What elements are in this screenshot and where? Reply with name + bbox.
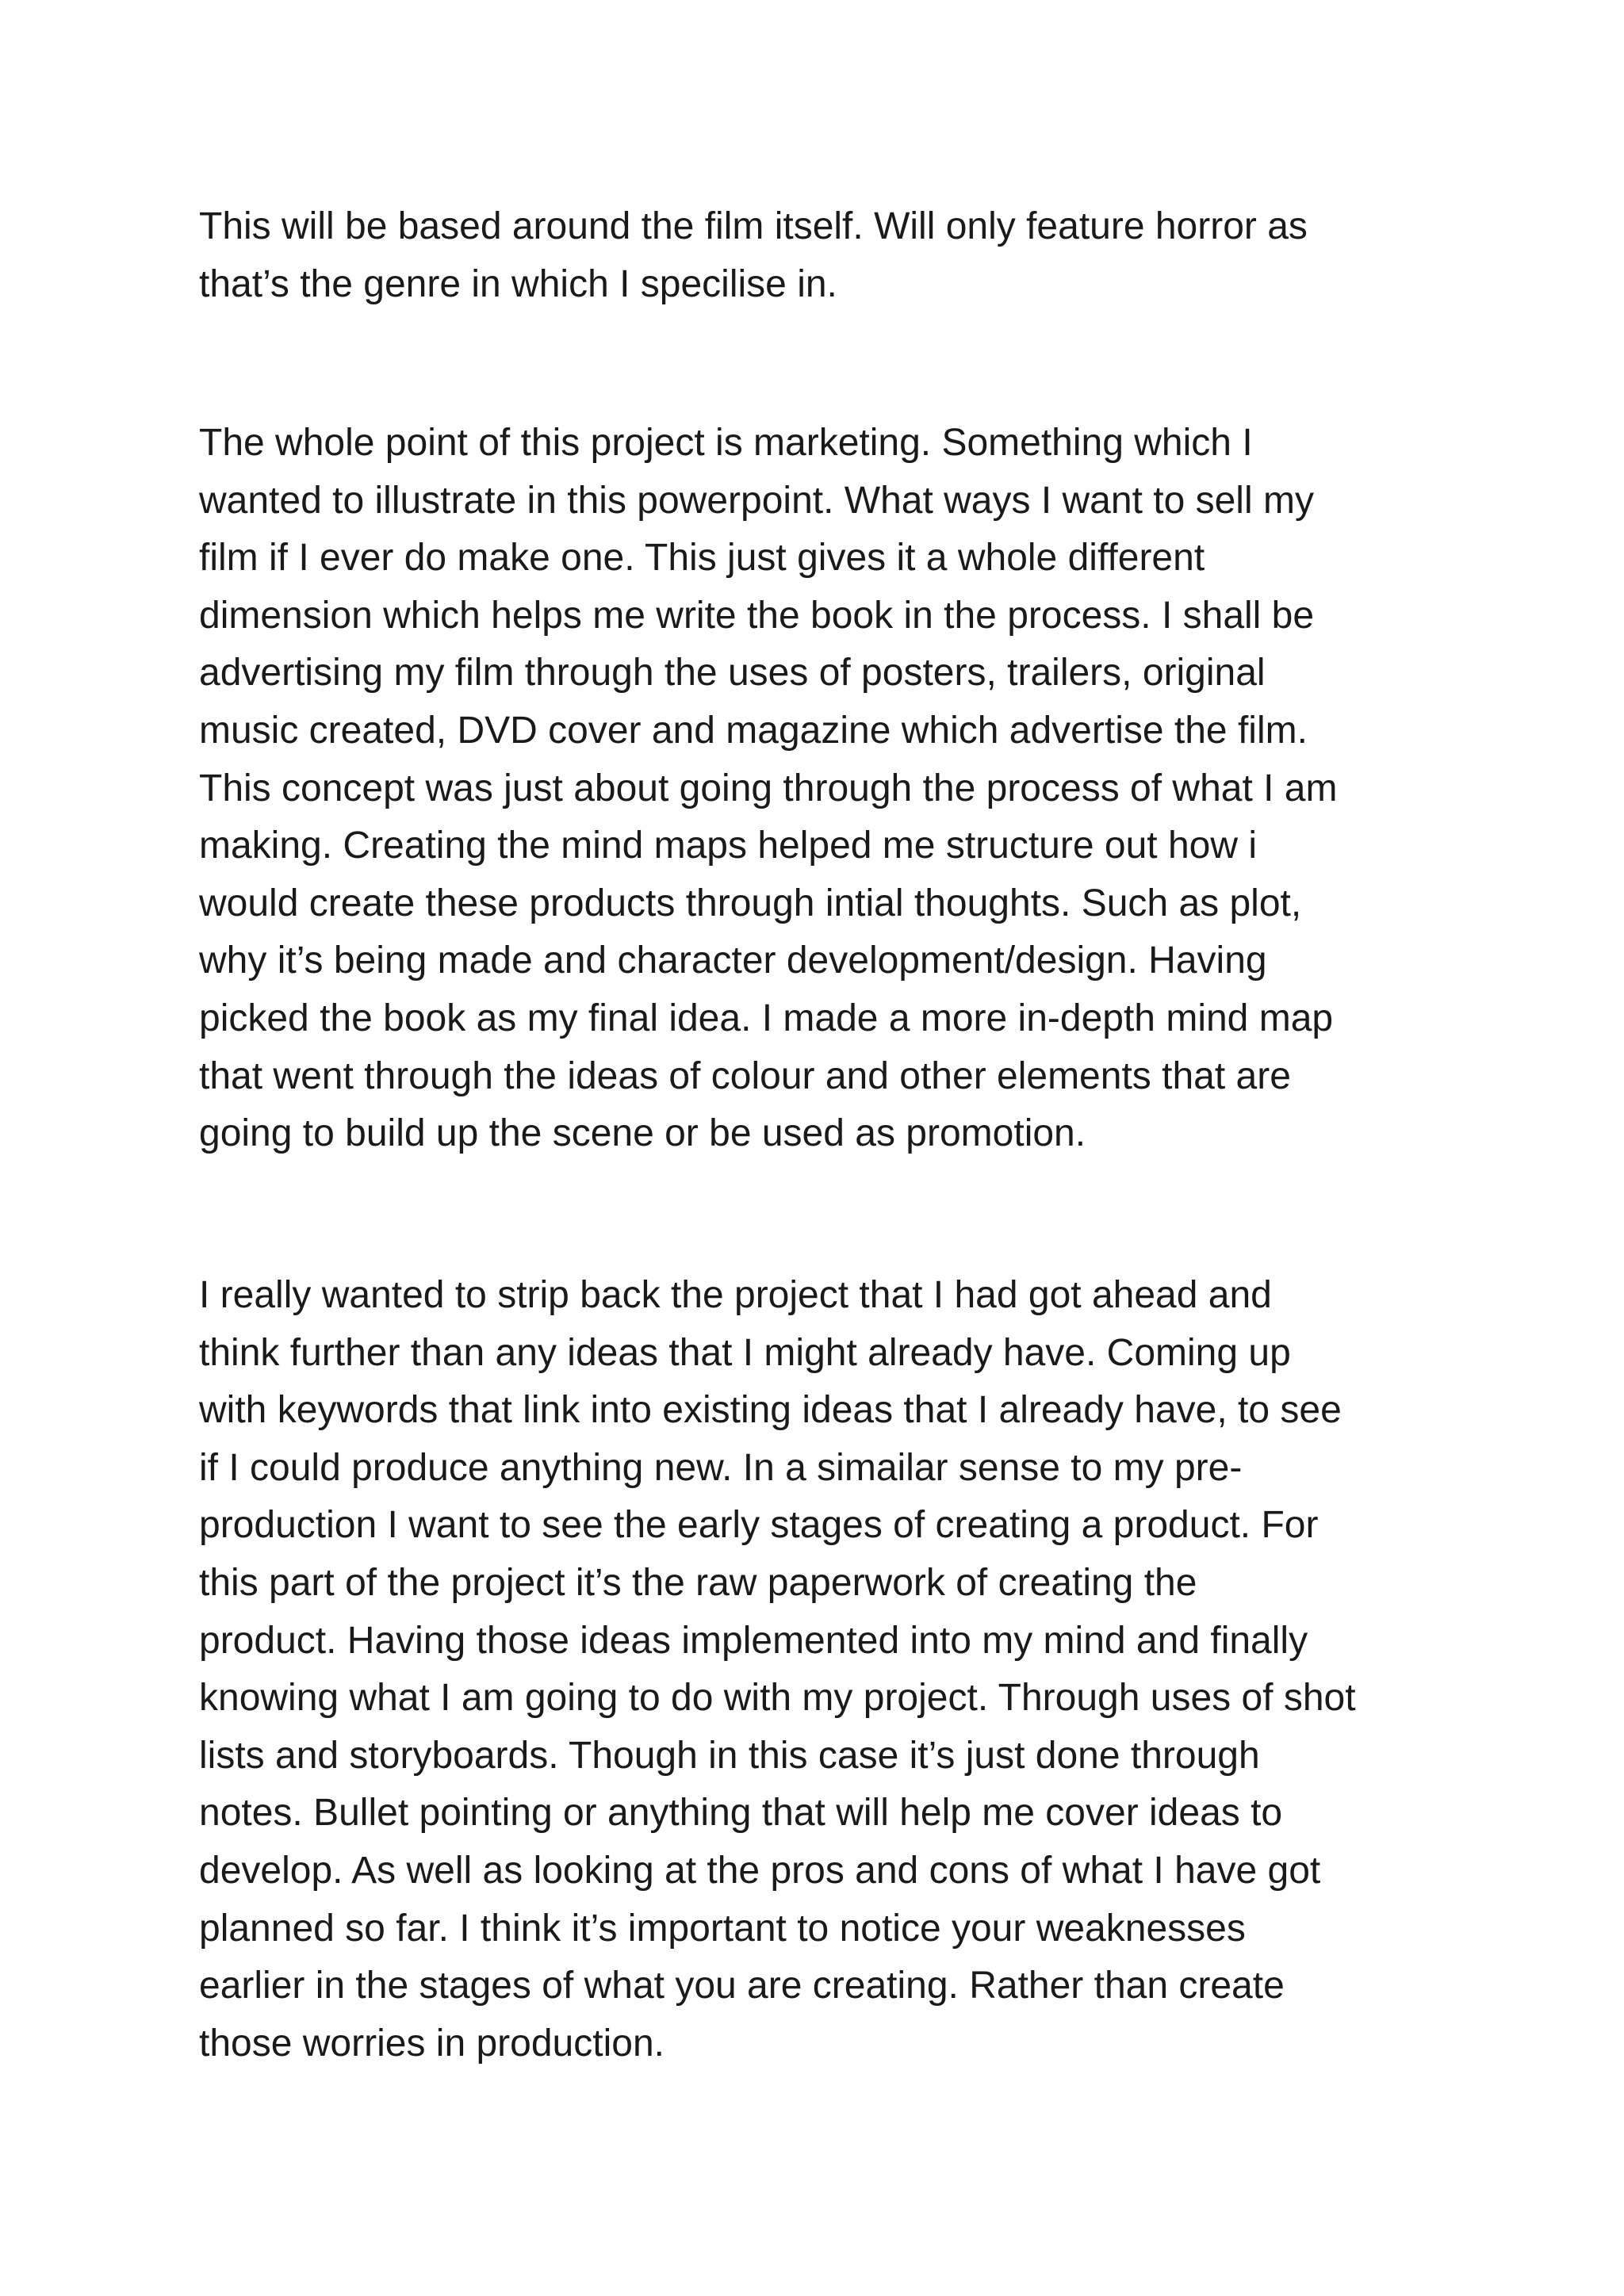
- text-line: would create these products through intial thoughts. Such as plot,: [199, 882, 1302, 924]
- text-line: why it’s being made and character development/design. Having: [199, 939, 1267, 982]
- text-line: picked the book as my final idea. I made a more in-depth mind map: [199, 997, 1334, 1039]
- paragraph-marketing: [199, 415, 1337, 1163]
- text-line: film if I ever do make one. This just gives it a whole different: [199, 537, 1205, 580]
- text-line: advertising my film through the uses of posters, trailers, original: [199, 652, 1266, 695]
- text-line: think further than any ideas that I might already have. Coming up: [199, 1331, 1291, 1374]
- text-line: making. Creating the mind maps helped me structure out how i: [199, 825, 1257, 867]
- text-line: going to build up the scene or be used as promotion.: [199, 1112, 1086, 1155]
- text-line: production I want to see the early stages of creating a product. For: [199, 1504, 1319, 1547]
- text-line: The whole point of this project is marketing. Something which I: [199, 422, 1253, 464]
- text-line: if I could produce anything new. In a simailar sense to my pre-: [199, 1446, 1243, 1489]
- paragraph-project: [199, 1267, 1356, 2072]
- text-line: knowing what I am going to do with my project. Through uses of shot: [199, 1677, 1356, 1720]
- text-line: dimension which helps me write the book in the process. I shall be: [199, 594, 1315, 637]
- text-line: develop. As well as looking at the pros and cons of what I have got: [199, 1849, 1321, 1892]
- paragraph-intro: [199, 198, 1308, 313]
- text-line: with keywords that link into existing ideas that I already have, to see: [199, 1389, 1342, 1432]
- text-line: notes. Bullet pointing or anything that will help me cover ideas to: [199, 1792, 1283, 1835]
- text-line: product. Having those ideas implemented into my mind and finally: [199, 1619, 1308, 1662]
- text-line: planned so far. I think it’s important to notice your weaknesses: [199, 1907, 1246, 1950]
- text-line: I really wanted to strip back the project that I had got ahead and: [199, 1274, 1272, 1316]
- text-line: this part of the project it’s the raw paperwork of creating the: [199, 1561, 1197, 1604]
- text-line: earlier in the stages of what you are creating. Rather than create: [199, 1965, 1285, 2007]
- text-line: that’s the genre in which I specilise in.: [199, 262, 837, 305]
- text-line: wanted to illustrate in this powerpoint. What ways I want to sell my: [199, 479, 1314, 522]
- text-line: lists and storyboards. Though in this case it’s just done through: [199, 1734, 1260, 1777]
- text-line: This will be based around the film itself. Will only feature horror as: [199, 205, 1308, 247]
- text-line: those worries in production.: [199, 2022, 665, 2064]
- text-line: that went through the ideas of colour and other elements that are: [199, 1054, 1291, 1097]
- text-line: This concept was just about going through the process of what I am: [199, 767, 1338, 809]
- text-line: music created, DVD cover and magazine which advertise the film.: [199, 709, 1308, 752]
